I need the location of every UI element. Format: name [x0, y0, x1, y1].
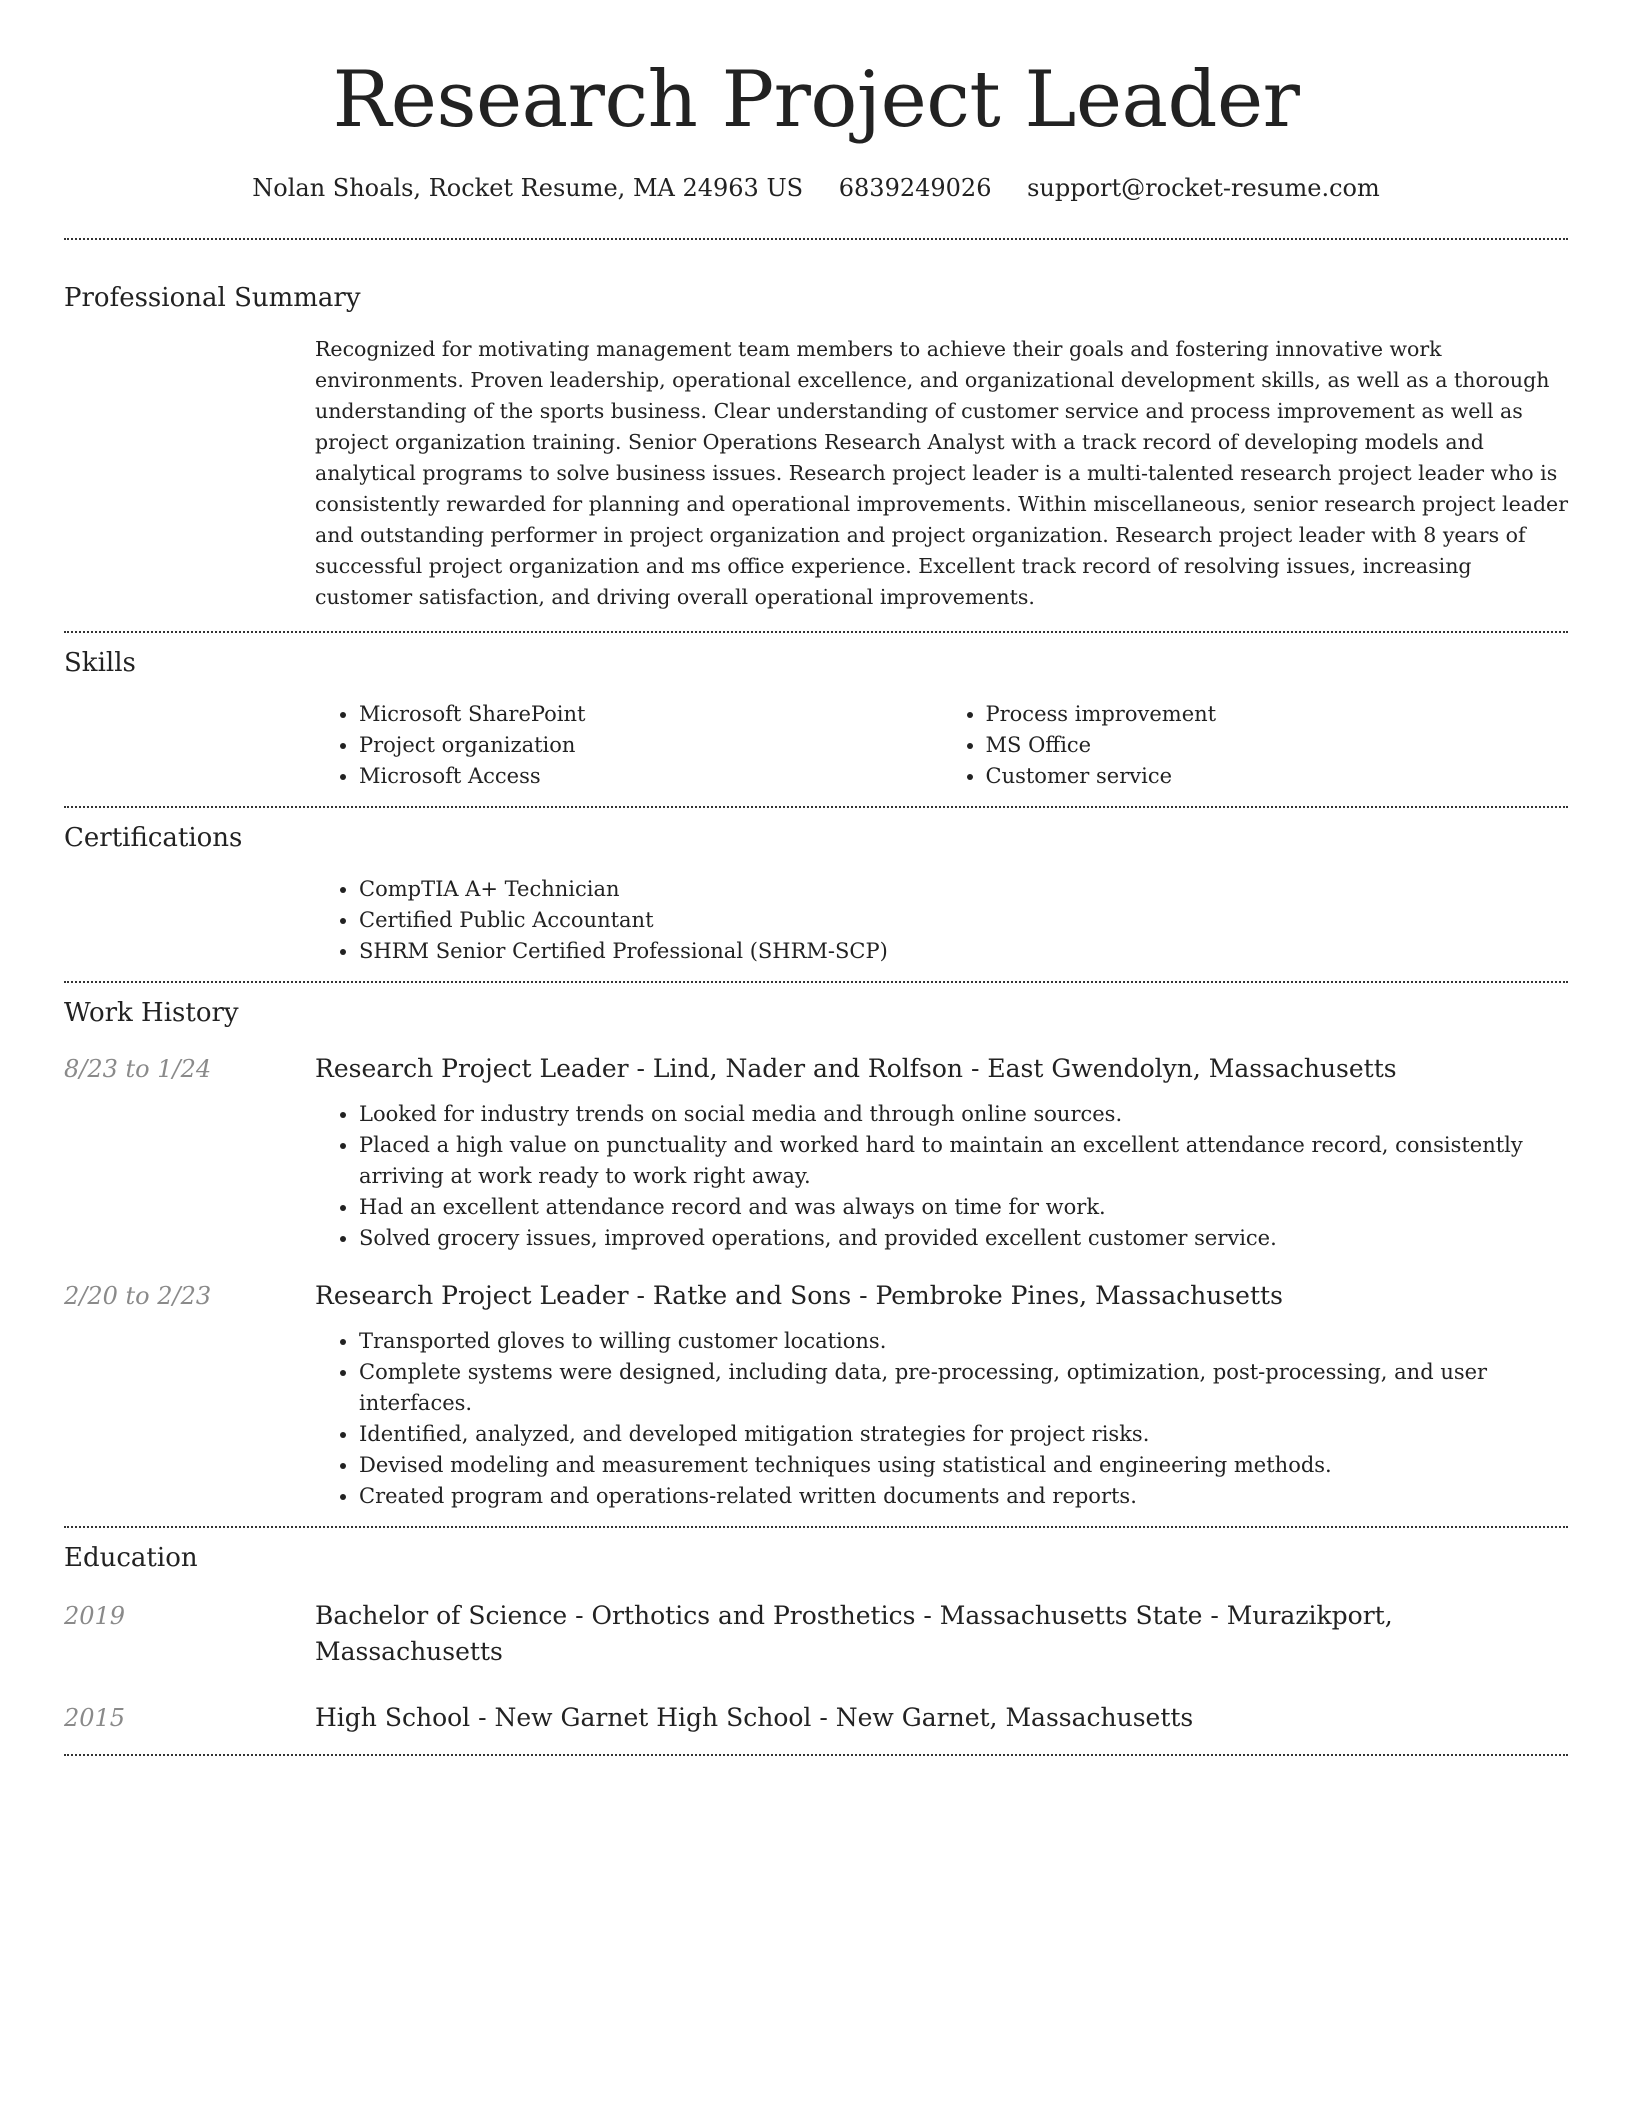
resume-page	[64, 0, 1568, 1756]
skill-item: • MS Office	[986, 730, 1569, 761]
job-entry	[64, 1278, 1568, 1512]
job-bullet: • Complete systems were designed, including data, pre-processing, optimization, post-processing, and user interfaces.	[359, 1357, 1568, 1419]
certification-item: • SHRM Senior Certified Professional (SHRM-SCP)	[359, 936, 1568, 967]
education-entry	[64, 1598, 1568, 1670]
job-bullet: • Created program and operations-related written documents and reports.	[359, 1481, 1568, 1512]
job-date: 2/20 to 2/23	[64, 1282, 212, 1310]
education-title: Bachelor of Science - Orthotics and Prosthetics - Massachusetts State - Murazikport, Massachusetts	[315, 1601, 1393, 1666]
job-bullet: • Devised modeling and measurement techniques using statistical and engineering methods.	[359, 1450, 1568, 1481]
education-entry	[64, 1700, 1568, 1736]
job-bullet: • Solved grocery issues, improved operations, and provided excellent customer service.	[359, 1223, 1568, 1254]
job-bullet: • Transported gloves to willing customer locations.	[359, 1326, 1568, 1357]
contact-phone: 6839249026	[838, 174, 992, 202]
certification-item: • CompTIA A+ Technician	[359, 874, 1568, 905]
skill-item: • Microsoft SharePoint	[359, 699, 942, 730]
summary-heading: Professional Summary	[64, 283, 361, 313]
job-bullet: • Placed a high value on punctuality and worked hard to maintain an excellent attendance record, consistently arriving at work ready to work right away.	[359, 1130, 1568, 1192]
job-date: 8/23 to 1/24	[64, 1055, 212, 1083]
job-bullet: • Looked for industry trends on social media and through online sources.	[359, 1099, 1568, 1130]
job-title: Research Project Leader - Lind, Nader and Rolfson - East Gwendolyn, Massachusetts	[315, 1054, 1397, 1083]
job-bullets	[315, 1326, 1568, 1512]
work-section	[64, 983, 1568, 1526]
certifications-heading: Certifications	[64, 823, 243, 853]
resume-header	[64, 0, 1568, 204]
skills-section	[64, 633, 1568, 806]
education-date: 2019	[64, 1602, 126, 1630]
certification-item: • Certified Public Accountant	[359, 905, 1568, 936]
contact-line	[64, 172, 1568, 204]
job-bullet: • Identified, analyzed, and developed mitigation strategies for project risks.	[359, 1419, 1568, 1450]
skill-item: • Process improvement	[986, 699, 1569, 730]
skill-item: • Project organization	[359, 730, 942, 761]
section-divider	[64, 1754, 1568, 1756]
education-heading: Education	[64, 1543, 198, 1573]
education-date: 2015	[64, 1704, 126, 1732]
skills-list-right	[942, 699, 1569, 792]
contact-email: support@rocket-resume.com	[1027, 174, 1380, 202]
summary-text: Recognized for motivating management team members to achieve their goals and fostering innovative work environments. Proven leadership, operational excellence, and organizational development skills, as well as a thorough understanding of the sports business. Clear understanding of customer service and process improvement as well as project organization training. Senior Operations Research Analyst with a track record of developing models and analytical programs to solve business issues. Research project leader is a multi-talented research project leader who is consistently rewarded for planning and operational improvements. Within miscellaneous, senior research project leader and outstanding performer in project organization and project organization. Research project leader with 8 years of successful project organization and ms office experience. Excellent track record of resolving issues, increasing customer satisfaction, and driving overall operational improvements.	[315, 337, 1568, 609]
education-title: High School - New Garnet High School - New Garnet, Massachusetts	[315, 1703, 1194, 1732]
job-title: Research Project Leader - Ratke and Sons - Pembroke Pines, Massachusetts	[315, 1281, 1283, 1310]
certifications-section	[64, 808, 1568, 981]
job-entry	[64, 1051, 1568, 1254]
contact-address: Nolan Shoals, Rocket Resume, MA 24963 US	[252, 174, 804, 202]
resume-title: Research Project Leader	[332, 55, 1300, 145]
certifications-list	[315, 874, 1568, 967]
job-bullet: • Had an excellent attendance record and was always on time for work.	[359, 1192, 1568, 1223]
skills-heading: Skills	[64, 648, 136, 678]
work-heading: Work History	[64, 998, 239, 1028]
skill-item: • Microsoft Access	[359, 761, 942, 792]
job-bullets	[315, 1099, 1568, 1254]
education-section	[64, 1528, 1568, 1754]
summary-section	[64, 240, 1568, 631]
skill-item: • Customer service	[986, 761, 1569, 792]
skills-list-left	[315, 699, 942, 792]
